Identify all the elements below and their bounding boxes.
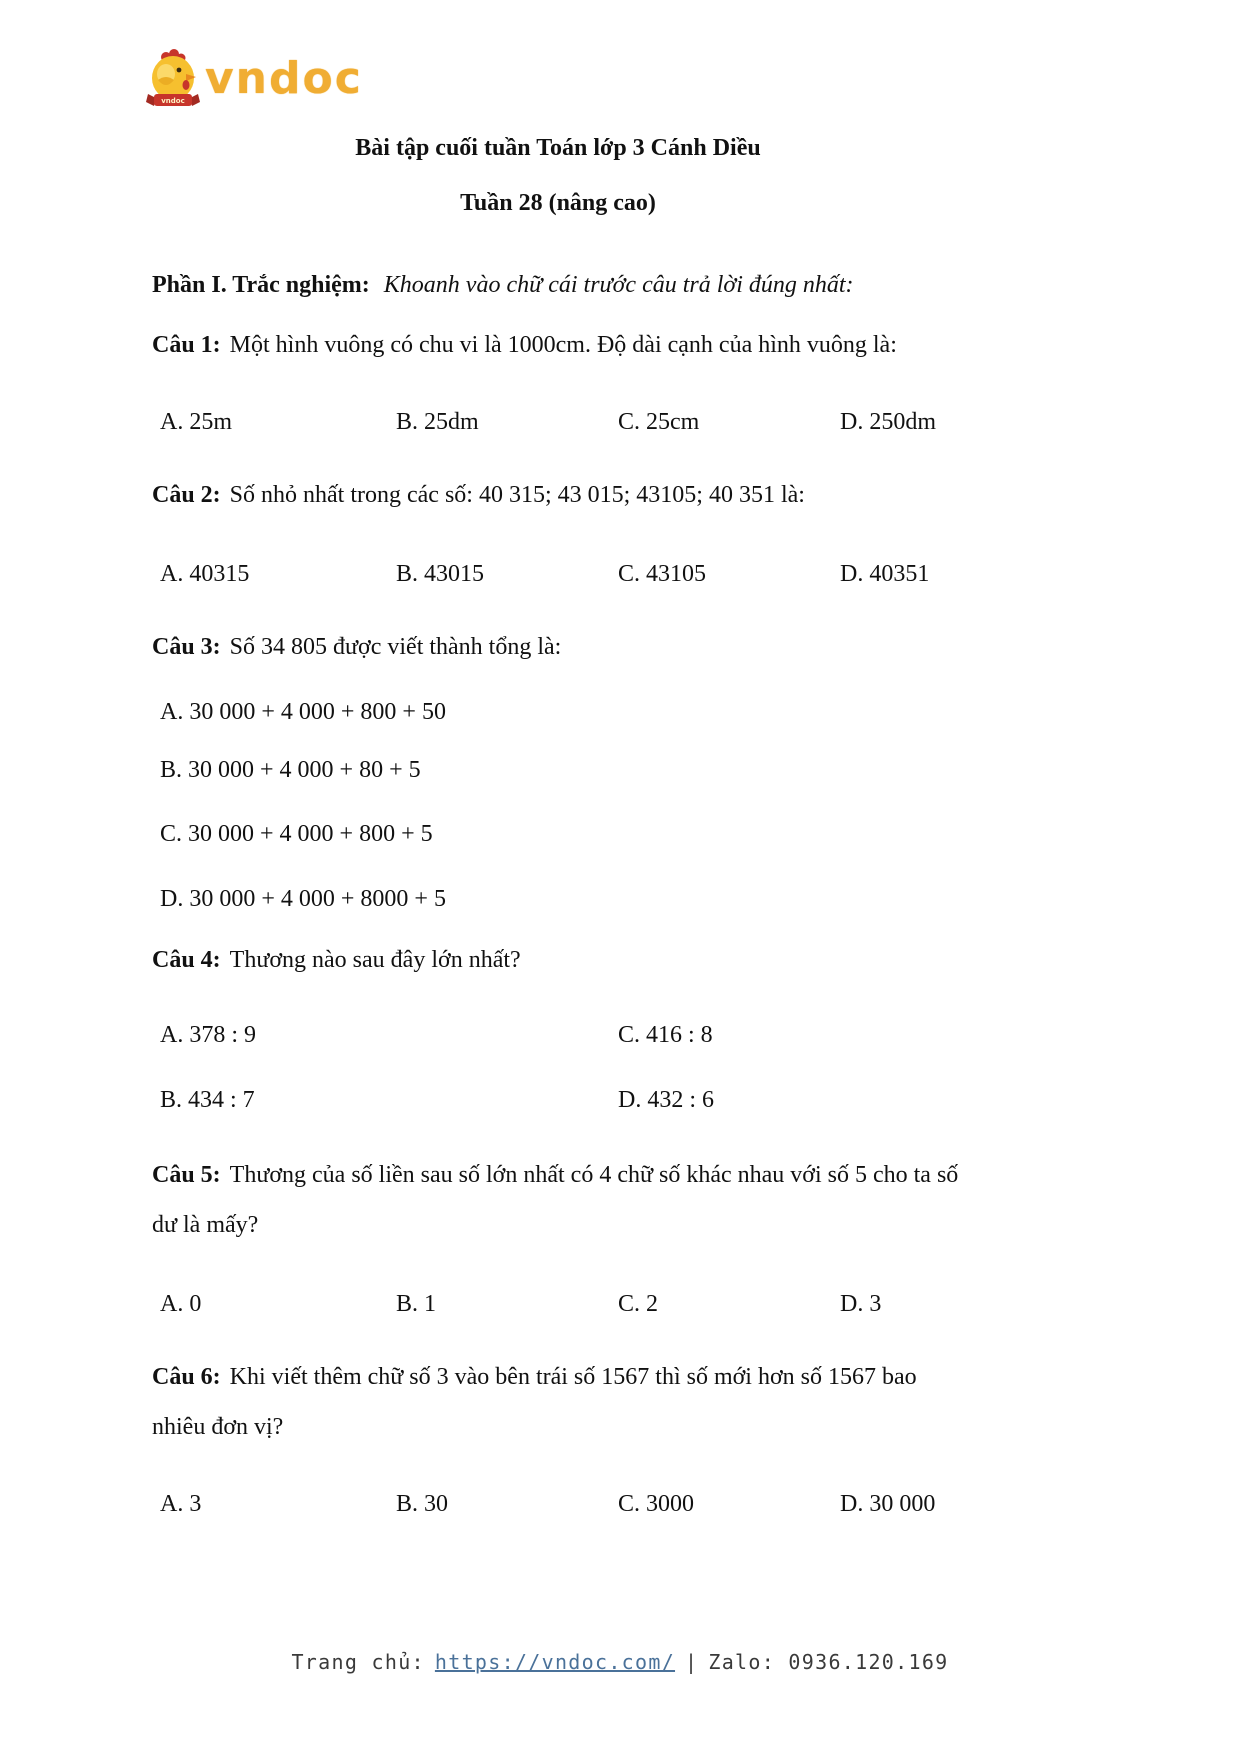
option-c: C. 3000 [618,1491,695,1517]
question-2-text: Số nhỏ nhất trong các số: 40 315; 43 015; 43105; 40 351 là: [229,482,805,508]
page-title: Bài tập cuối tuần Toán lớp 3 Cánh Diều [355,135,761,161]
option-a: A. 40315 [160,561,250,587]
footer-separator: | [685,1650,699,1674]
page-subtitle: Tuần 28 (nâng cao) [460,190,656,216]
option-c: C. 43105 [618,561,707,587]
homepage-link[interactable]: https://vndoc.com/ [434,1650,676,1674]
option-d: D. 3 [840,1291,882,1317]
question-4-text: Thương nào sau đây lớn nhất? [229,947,521,973]
option-b: B. 434 : 7 [160,1087,255,1113]
option-d: D. 30 000 + 4 000 + 8000 + 5 [160,886,446,912]
option-c: C. 2 [618,1291,659,1317]
section-label: Phần I. Trắc nghiệm: [152,272,370,298]
question-1-label: Câu 1: [152,332,221,358]
question-5-options [152,1279,972,1329]
option-d: D. 432 : 6 [618,1087,714,1113]
question-4-options-row-1 [152,1010,972,1060]
section-header [152,260,964,310]
option-c: C. 416 : 8 [618,1022,713,1048]
option-b: B. 43015 [396,561,485,587]
option-a: A. 3 [160,1491,202,1517]
footer-zalo: Zalo: 0936.120.169 [708,1650,949,1674]
question-1 [152,320,964,370]
question-1-text: Một hình vuông có chu vi là 1000cm. Độ dài cạnh của hình vuông là: [229,332,897,358]
section-instruction: Khoanh vào chữ cái trước câu trả lời đúng nhất: [383,272,854,298]
option-a: A. 30 000 + 4 000 + 800 + 50 [160,699,446,725]
option-c: C. 30 000 + 4 000 + 800 + 5 [160,821,433,847]
question-6 [152,1352,964,1452]
question-4 [152,935,964,985]
option-b: B. 25dm [396,409,479,435]
page-footer [0,1650,1240,1674]
option-d: D. 250dm [840,409,936,435]
logo-wordmark: vndoc [205,53,363,104]
option-a: A. 0 [160,1291,202,1317]
question-6-label: Câu 6: [152,1364,221,1390]
question-2-label: Câu 2: [152,482,221,508]
chicken-mascot-icon [146,48,202,110]
question-3-label: Câu 3: [152,634,221,660]
option-b: B. 30 [396,1491,449,1517]
option-b: B. 1 [396,1291,437,1317]
question-5-text: Thương của số liền sau số lớn nhất có 4 chữ số khác nhau với số 5 cho ta số dư là mấy? [152,1162,959,1238]
option-b: B. 30 000 + 4 000 + 80 + 5 [160,757,421,783]
question-5 [152,1150,964,1250]
ribbon-text: vndoc [161,97,185,105]
option-d: D. 40351 [840,561,930,587]
vndoc-logo [146,48,363,110]
question-5-label: Câu 5: [152,1162,221,1188]
option-a: A. 25m [160,409,232,435]
question-4-label: Câu 4: [152,947,221,973]
footer-prefix: Trang chủ: [291,1650,425,1674]
question-4-options-row-2 [152,1075,972,1125]
question-6-options [152,1479,972,1529]
question-6-text: Khi viết thêm chữ số 3 vào bên trái số 1567 thì số mới hơn số 1567 bao nhiêu đơn vị? [152,1364,917,1440]
question-3-text: Số 34 805 được viết thành tổng là: [229,634,562,660]
question-3 [152,622,964,672]
question-1-options [152,397,972,447]
option-d: D. 30 000 [840,1491,936,1517]
option-c: C. 25cm [618,409,700,435]
option-a: A. 378 : 9 [160,1022,256,1048]
question-2 [152,470,964,520]
question-2-options [152,549,972,599]
